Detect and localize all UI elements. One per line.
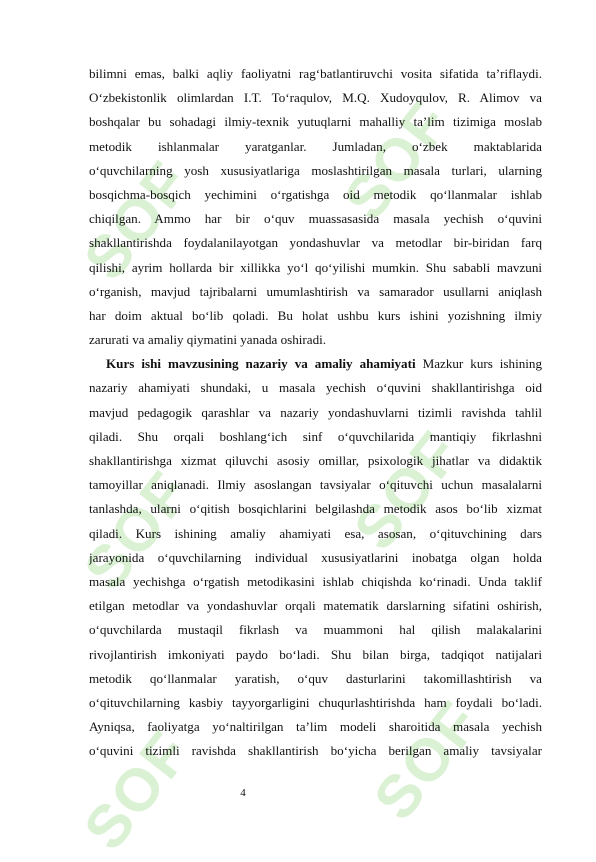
body-line: qiladi. Shu orqali boshlang‘ich sinf o‘quvchilarida mantiqiy fikrlashni <box>89 428 542 444</box>
body-line: zarurati va amaliy qiymatini yanada oshiradi. <box>89 332 327 348</box>
body-line: metodik qo‘llanmalar yaratish, o‘quv dasturlarini takomillashtirish va <box>89 670 542 686</box>
body-line: o‘rganish, mavjud tajribalarni umumlashtirish va samarador usullarni aniqlash <box>89 283 542 299</box>
body-line: bosqichma-bosqich yechimini o‘rgatishga oid metodik qo‘llanmalar ishlab <box>89 186 542 202</box>
body-line: etilgan metodlar va yondashuvlar orqali matematik darslarning sifatini oshirish, <box>89 598 542 614</box>
body-line: boshqalar bu sohadagi ilmiy-texnik yutuqlarni mahalliy ta’lim tizimiga moslab <box>89 114 542 130</box>
body-line: rivojlantirish imkoniyati paydo bo‘ladi. Shu bilan birga, tadqiqot natijalari <box>89 646 542 662</box>
body-line: qilishi, ayrim hollarda bir xillikka yo‘l qo‘yilishi mumkin. Shu sababli mavzuni <box>89 259 542 275</box>
watermark: SOF <box>70 458 204 602</box>
watermark: SOF <box>360 688 494 832</box>
watermark: SOF <box>70 148 204 292</box>
body-line: tamoyillar aniqlanadi. Ilmiy asoslangan tavsiyalar o‘qituvchi uchun masalalarni <box>89 477 542 493</box>
body-line: jarayonida o‘quvchilarning individual xususiyatlarini inobatga olgan holda <box>89 549 542 565</box>
body-line: bilimni emas, balki aqliy faoliyatni rag‘batlantiruvchi vosita sifatida ta’riflaydi. <box>89 66 542 81</box>
body-line: qiladi. Kurs ishining amaliy ahamiyati esa, asosan, o‘qituvchining dars <box>89 525 542 541</box>
body-line: mavjud pedagogik qarashlar va nazariy yondashuvlarni tizimli ravishda tahlil <box>89 404 542 420</box>
body-line: o‘quvchilarning yosh xususiyatlariga moslashtirilgan masala turlari, ularning <box>89 162 542 178</box>
watermark: SOF <box>70 718 204 862</box>
body-line: masala yechishga o‘rgatish metodikasini ishlab chiqishda ko‘rinadi. Unda taklif <box>89 573 542 589</box>
body-line: har doim aktual bo‘lib qoladi. Bu holat ushbu kurs ishini yozishning ilmiy <box>89 307 542 323</box>
section-heading: Kurs ishi mavzusining nazariy va amaliy ahamiyati <box>106 356 416 372</box>
watermark: SOF <box>340 418 474 562</box>
body-line: chiqilgan. Ammo har bir o‘quv muassasasida masala yechish o‘quvini <box>89 211 542 227</box>
body-line: shakllantirishda foydalanilayotgan yondashuvlar va metodlar bir-biridan farq <box>89 235 542 251</box>
body-line: nazariy ahamiyati shundaki, u masala yechish o‘quvini shakllantirishga oid <box>89 380 542 396</box>
heading-continuation: Mazkur kurs ishining <box>415 356 542 372</box>
body-line: o‘quvchilarda mustaqil fikrlash va muammoni hal qilish malakalarini <box>89 622 542 638</box>
body-line: Ayniqsa, faoliyatga yo‘naltirilgan ta’lim modeli sharoitida masala yechish <box>89 719 542 735</box>
body-line: o‘quvini tizimli ravishda shakllantirish bo‘yicha berilgan amaliy tavsiyalar <box>89 743 542 759</box>
body-line: shakllantirishga xizmat qiluvchi asosiy omillar, psixologik jihatlar va didaktik <box>89 453 542 468</box>
body-line: metodik ishlanmalar yaratganlar. Jumladan, o‘zbek maktablarida <box>89 138 542 154</box>
watermark: SOF <box>330 88 464 232</box>
section-heading-line <box>89 352 542 376</box>
page-number-text: 4 <box>240 787 246 799</box>
document-body <box>89 62 542 763</box>
body-line: O‘zbekistonlik olimlardan I.T. To‘raqulov, M.Q. Xudoyqulov, R. Alimov va <box>89 90 542 106</box>
body-line: o‘qituvchilarning kasbiy tayyorgarligini chuqurlashtirishda ham foydali bo‘ladi. <box>89 694 542 710</box>
body-line: tanlashda, ularni o‘qitish bosqichlarini belgilashda metodik asos bo‘lib xizmat <box>89 501 542 517</box>
page-number <box>0 787 596 799</box>
